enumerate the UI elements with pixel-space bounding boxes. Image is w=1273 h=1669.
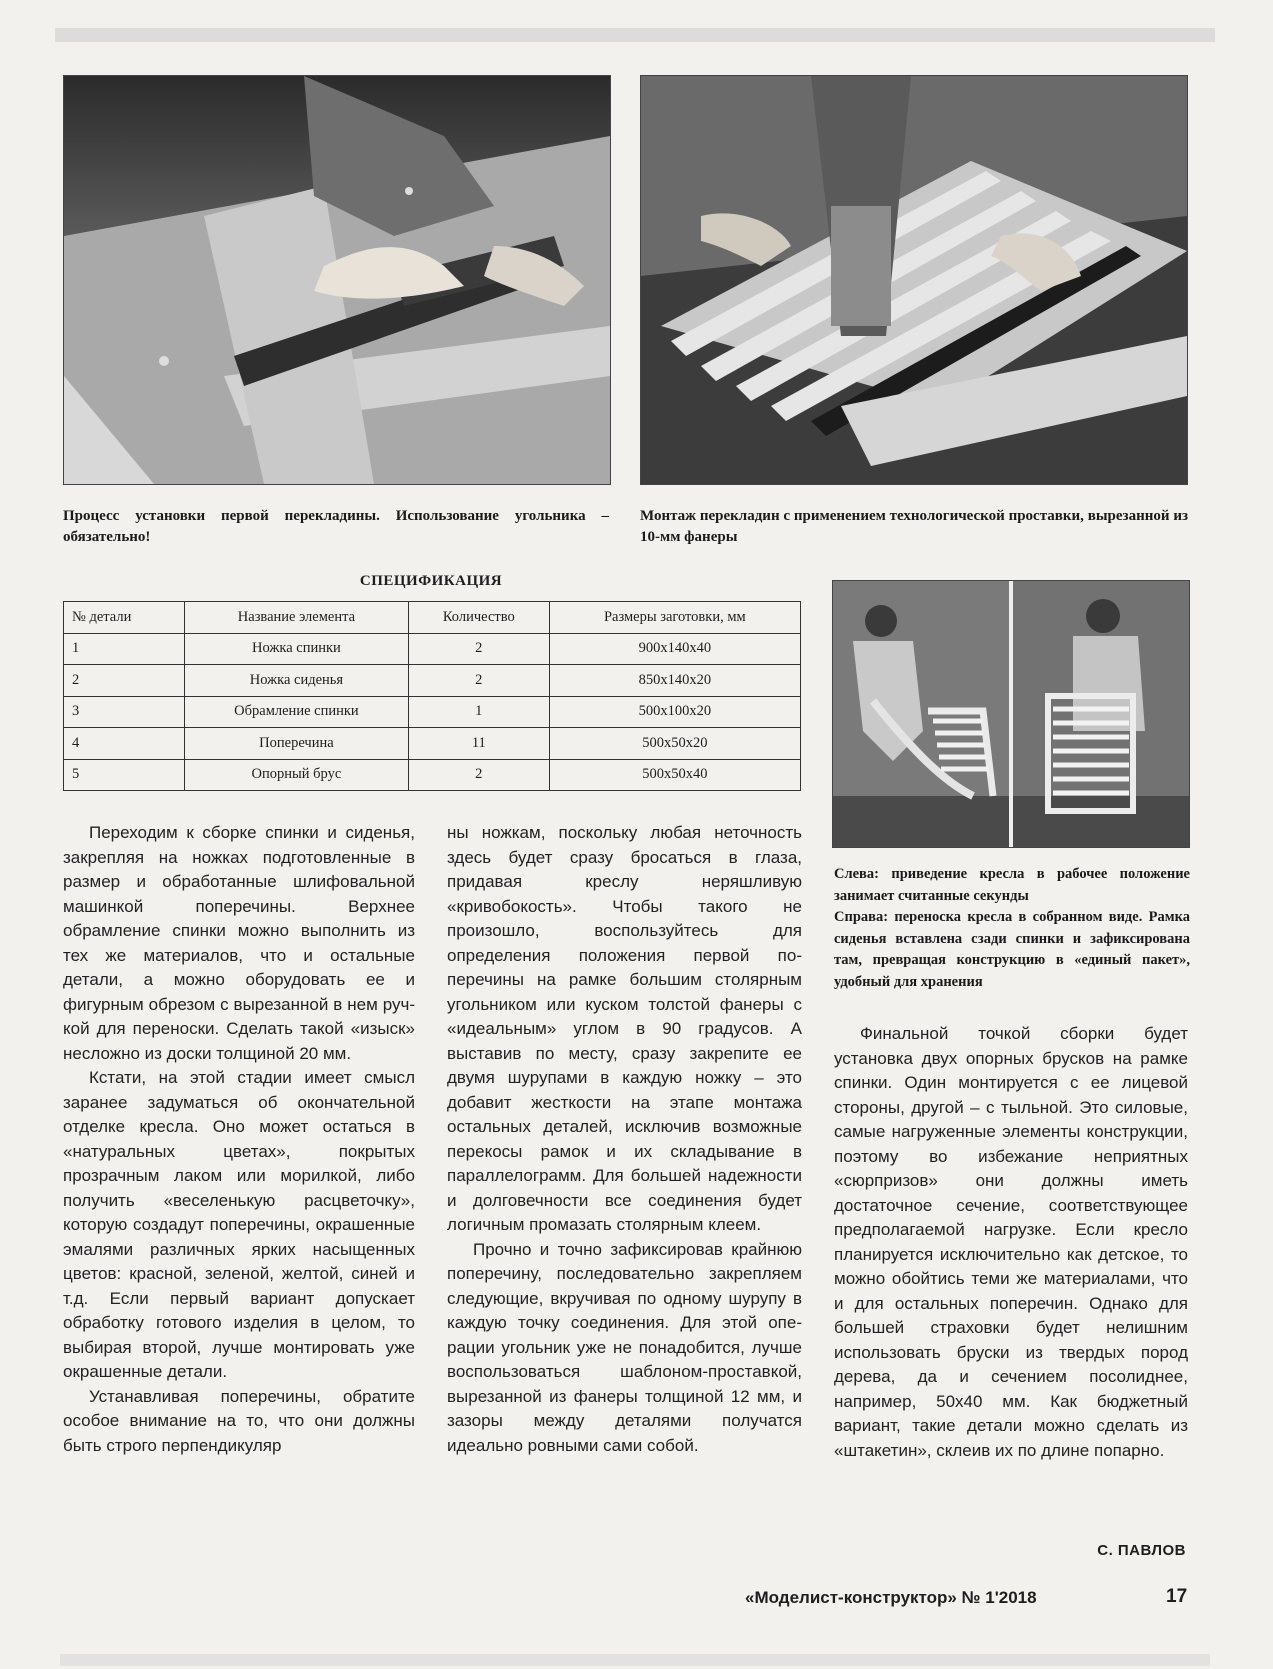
part-name: Ножка сиденья — [184, 665, 408, 697]
part-name: Поперечина — [184, 728, 408, 760]
part-quantity: 1 — [408, 696, 549, 728]
table-row — [64, 696, 801, 728]
table-row — [64, 633, 801, 665]
part-name: Опорный брус — [184, 759, 408, 791]
part-size: 500х100х20 — [549, 696, 800, 728]
part-quantity: 2 — [408, 665, 549, 697]
photo-crossbar-drilling — [640, 75, 1188, 485]
photo3-caption — [834, 864, 1190, 993]
photo-chair-illustration — [833, 581, 1189, 847]
text-column-2 — [447, 821, 802, 1458]
photo-square-illustration — [64, 76, 610, 484]
part-size: 850х140х20 — [549, 665, 800, 697]
paragraph: Прочно и точно зафиксировав крайнюю поперечину, последовательно закрепляем следующие, вкручивая по одному шурупу в каждую точку соединения. Для этой операции угольник уже не понадобится, лучше воспользоваться шаблоном-проставкой, вырезанной из фанеры толщиной 12 мм, и зазоры между деталями получатся идеально ровными сами собой. — [447, 1239, 802, 1455]
spec-table — [63, 601, 801, 791]
photo-chair-carrying — [832, 580, 1190, 848]
spec-title: СПЕЦИФИКАЦИЯ — [359, 573, 503, 589]
paragraph: Устанавливая поперечины, обратите особое внимание на то, что они должны быть строго перпендикуляр — [63, 1386, 415, 1455]
paragraph: Кстати, на этой стадии имеет смысл заранее задуматься об окончательной отделке кресла. Оно может остаться в «натуральных цветах», покрытых прозрачным лаком или морилкой, либо получить «веселенькую расцветочку», которую создадут поперечины, окрашенные эмалями различных ярких насыщенных цветов: красной, зеленой, желтой, синей и т.д. Если первый вариант допускает обработку готового изделия в целом, то выбирая второй, лучше монтировать уже окрашенные детали. — [63, 1068, 415, 1381]
part-size: 900х140х40 — [549, 633, 800, 665]
part-number: 3 — [64, 696, 185, 728]
journal-footer: «Моделист-конструктор» № 1'2018 — [745, 1588, 1037, 1607]
bottom-scan-strip — [60, 1654, 1210, 1666]
part-number: 2 — [64, 665, 185, 697]
part-name: Обрамление спинки — [184, 696, 408, 728]
page-number: 17 — [1166, 1586, 1188, 1607]
part-number: 5 — [64, 759, 185, 791]
author-name: С. ПАВЛОВ — [1097, 1542, 1186, 1559]
photo2-caption: Монтаж перекладин с применением технологической проставки, вырезанной из 10-мм фанеры — [640, 508, 1188, 545]
part-size: 500х50х40 — [549, 759, 800, 791]
photo3-caption-right: Справа: переноска кресла в собранном виде. Рамка сиденья вставлена сзади спинки и зафиксирована там, превращая конструкцию в «единый пакет», удобный для хранения — [834, 909, 1190, 990]
part-name: Ножка спинки — [184, 633, 408, 665]
text-column-1 — [63, 821, 415, 1458]
text-column-3 — [834, 1022, 1188, 1463]
paragraph: Переходим к сборке спинки и сиденья, закрепляя на ножках подготовленные в размер и обработанные шлифовальной машинкой поперечины. Верхнее обрамление спинки можно выполнить из тех же материалов, что и остальные детали, а можно оборудовать ее и фигурным обрезом с вырезанной в нем ручкой для переноски. Сделать такой «изыск» несложно из доски толщиной 20 мм. — [63, 823, 415, 1063]
photo-drilling-illustration — [641, 76, 1187, 484]
spec-header-cell: Название элемента — [184, 602, 408, 634]
part-quantity: 2 — [408, 759, 549, 791]
spec-header-cell: № детали — [64, 602, 185, 634]
paragraph: ны ножкам, поскольку любая неточность здесь будет сразу бросаться в глаза, придавая креслу неряшливую «кривобокость». Чтобы такого не произошло, воспользуйтесь для определения положения первой поперечины на рамке большим столярным угольником или куском толстой фанеры с «идеальным» углом в 90 градусов. А выставив по месту, сразу закрепите ее двумя шурупами в каждую ножку – это добавит жесткости на этапе монтажа остальных деталей, исключив возможные перекосы рамок и их складывание в параллелограмм. Для большей надежности и долговечности все соединения будет логичным промазать столярным клеем. — [447, 823, 802, 1234]
top-scan-strip — [55, 28, 1215, 42]
part-quantity: 2 — [408, 633, 549, 665]
spec-header-row — [64, 602, 801, 634]
photo-square-installation — [63, 75, 611, 485]
spec-header-cell: Количество — [408, 602, 549, 634]
photo3-caption-left: Слева: приведение кресла в рабочее положение занимает считанные секунды — [834, 866, 1190, 904]
table-row — [64, 759, 801, 791]
spec-header-cell: Размеры заготовки, мм — [549, 602, 800, 634]
part-number: 4 — [64, 728, 185, 760]
part-number: 1 — [64, 633, 185, 665]
table-row — [64, 728, 801, 760]
table-row — [64, 665, 801, 697]
part-quantity: 11 — [408, 728, 549, 760]
part-size: 500х50х20 — [549, 728, 800, 760]
photo1-caption: Процесс установки первой перекладины. Использование угольника – обязательно! — [63, 508, 609, 545]
paragraph: Финальной точкой сборки будет установка двух опорных брусков на рамке спинки. Один монтируется с ее лицевой стороны, другой – с тыльной. Это силовые, самые нагруженные элементы конструкции, поэтому во избежание неприятных «сюрпризов» они должны иметь достаточное сечение, соответствующее предполагаемой нагрузке. Если кресло планируется исключительно как детское, то можно обойтись теми же материалами, что и для остальных поперечин. Однако для большей страховки будет нелишним использовать бруски из твердых пород дерева, да и сечением посолиднее, например, 50х40 мм. Как бюджетный вариант, такие детали можно сделать из «штакетин», склеив их по длине попарно. — [834, 1024, 1188, 1460]
